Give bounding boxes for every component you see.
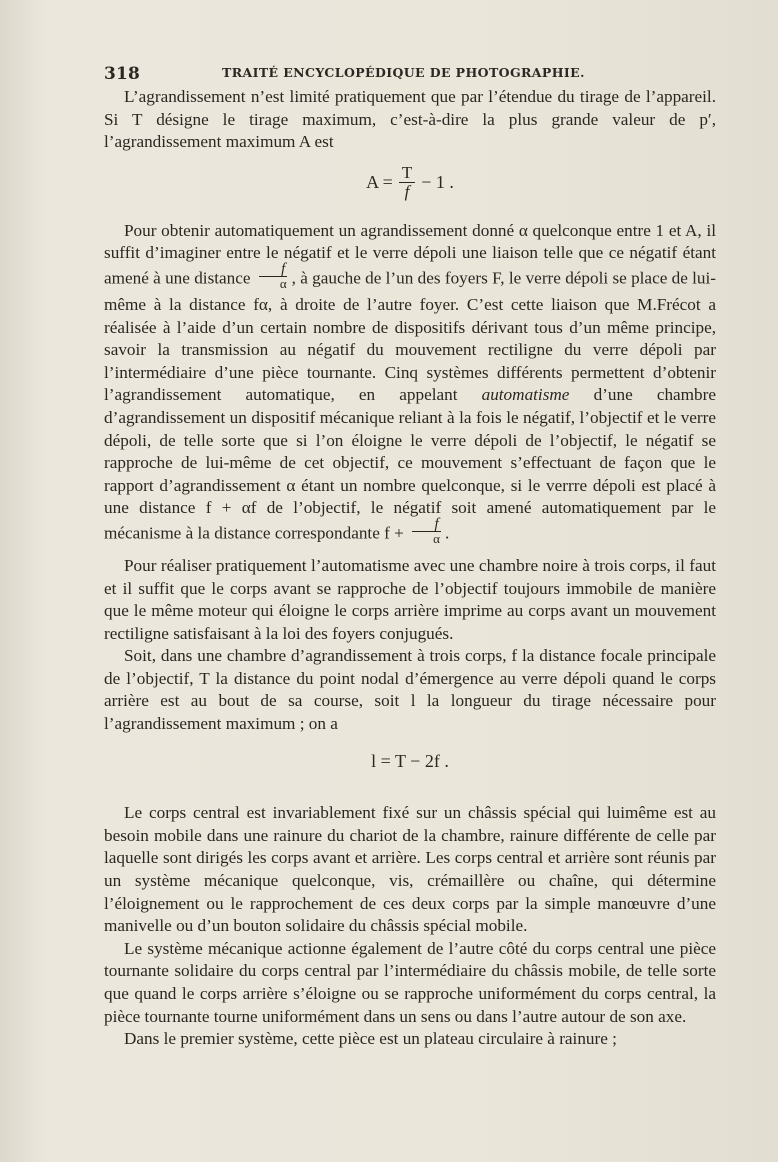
paragraph-2-fraction-2-den: α xyxy=(433,530,440,546)
equation-2: l = T − 2f . xyxy=(371,750,449,771)
equation-1-rhs: − 1 . xyxy=(421,171,454,192)
paragraph-7: Dans le premier système, cette pièce est un plateau circulaire à rainure ; xyxy=(124,1029,617,1049)
equation-1-denominator: f xyxy=(404,181,410,201)
book-page xyxy=(104,58,716,1148)
paragraph-2-formula-prefix: f + xyxy=(384,523,404,543)
paragraph-2-fraction-num: f xyxy=(259,262,287,277)
running-title: TRAITÉ ENCYCLOPÉDIQUE DE PHOTOGRAPHIE. xyxy=(222,65,585,80)
paragraph-2-fraction-2 xyxy=(411,517,442,546)
body-text xyxy=(104,86,716,1051)
paragraph-6: Le système mécanique actionne également de l’autre côté du corps central une pièce tournante solidaire du corps central par l’intermédiaire du châssis mobile, de telle sorte que quand le corps arrière s’éloigne ou se rapproche uniformément du corps central, la pièce tournante tourne uniformément dans un sens ou dans l’autre autour de son axe. xyxy=(104,938,716,1026)
paragraph-5: Le corps central est invariablement fixé sur un châssis spécial qui luimême est au besoin mobile dans une rainure du chariot de la chambre, rainure différente de celle par laquelle sont dirigés les corps avant et arrière. Les corps central et arrière sont réunis par un système mécanique quelconque, vis, crémaillère ou chaîne, qui détermine l’éloignement ou le rapprochement de ces deux corps par la simple manœuvre d’une manivelle ou d’un bouton solidaire du châssis spécial mobile. xyxy=(104,803,716,936)
paragraph-3: Pour réaliser pratiquement l’automatisme avec une chambre noire à trois corps, il faut et il suffit que le corps avant se rapproche de l’objectif toujours immobile de manière que le même moteur qui éloigne le corps arrière imprime au corps avant un mouvement rectiligne satisfaisant à la loi des foyers conjugués. xyxy=(104,555,716,643)
equation-1-fraction xyxy=(399,164,415,201)
paragraph-2-part-a: Pour obtenir automatiquement un agrandissement donné α quelconque entre 1 et A, il suffit d’imaginer entre le négatif et le verre dépoli une liaison telle que ce négatif étant amené à une distance xyxy=(104,220,716,288)
paragraph-2-italic-term: automatisme xyxy=(481,385,570,405)
paragraph-2-fraction-den: α xyxy=(279,275,287,291)
paragraph-2-fraction xyxy=(258,262,289,291)
paragraph-2-end: . xyxy=(444,523,450,543)
paragraph-2-fraction-2-num: f xyxy=(412,517,440,532)
equation-1-numerator: T xyxy=(399,164,415,183)
equation-1-lhs: A = xyxy=(366,171,393,192)
equation-1 xyxy=(104,164,716,208)
running-head xyxy=(104,58,716,86)
page-number: 318 xyxy=(104,64,141,84)
paragraph-2-part-b: , à gauche de l’un des foyers F, le verre dépoli se place de lui-même à la distance fα, à droite de l’autre foyer. C’est cette liaison que M.Frécot a réalisée à l’aide d’un certain nombre de dispositifs dérivant tous d’un même principe, savoir la transmission au négatif du mouvement rectiligne du verre dépoli par l’intermédiaire d’une pièce tournante. Cinq systèmes différents permettent d’obtenir l’agrandissement automatique, en appelant xyxy=(104,268,717,405)
paragraph-4: Soit, dans une chambre d’agrandissement à trois corps, f la distance focale principale de l’objectif, T la distance du point nodal d’émergence au verre dépoli quand le corps arrière est au bout de sa course, soit l la longueur du tirage nécessaire pour l’agrandissement maximum ; on a xyxy=(104,646,716,734)
paragraph-2 xyxy=(104,220,716,549)
paragraph-1: L’agrandissement n’est limité pratiquement que par l’étendue du tirage de l’appareil. Si T désigne le tirage maximum, c’est-à-dire la plus grande valeur de p′, l’agrandissement maximum A est xyxy=(104,87,716,152)
paragraph-2-part-c: d’une chambre d’agrandissement un dispositif mécanique reliant à la fois le négatif, l’objectif et le verre dépoli, de telle sorte que si l’on éloigne le verre dépoli de l’objectif, le négatif se rapproche de lui-même de cet objectif, ce mouvement s’effectuant de façon que le rapport d’agrandissement α étant un nombre quelconque, si le verrre dépoli est placé à une distance f + αf de l’objectif, le négatif soit amené automatiquement par le mécanisme à la distance correspondante xyxy=(104,385,716,543)
